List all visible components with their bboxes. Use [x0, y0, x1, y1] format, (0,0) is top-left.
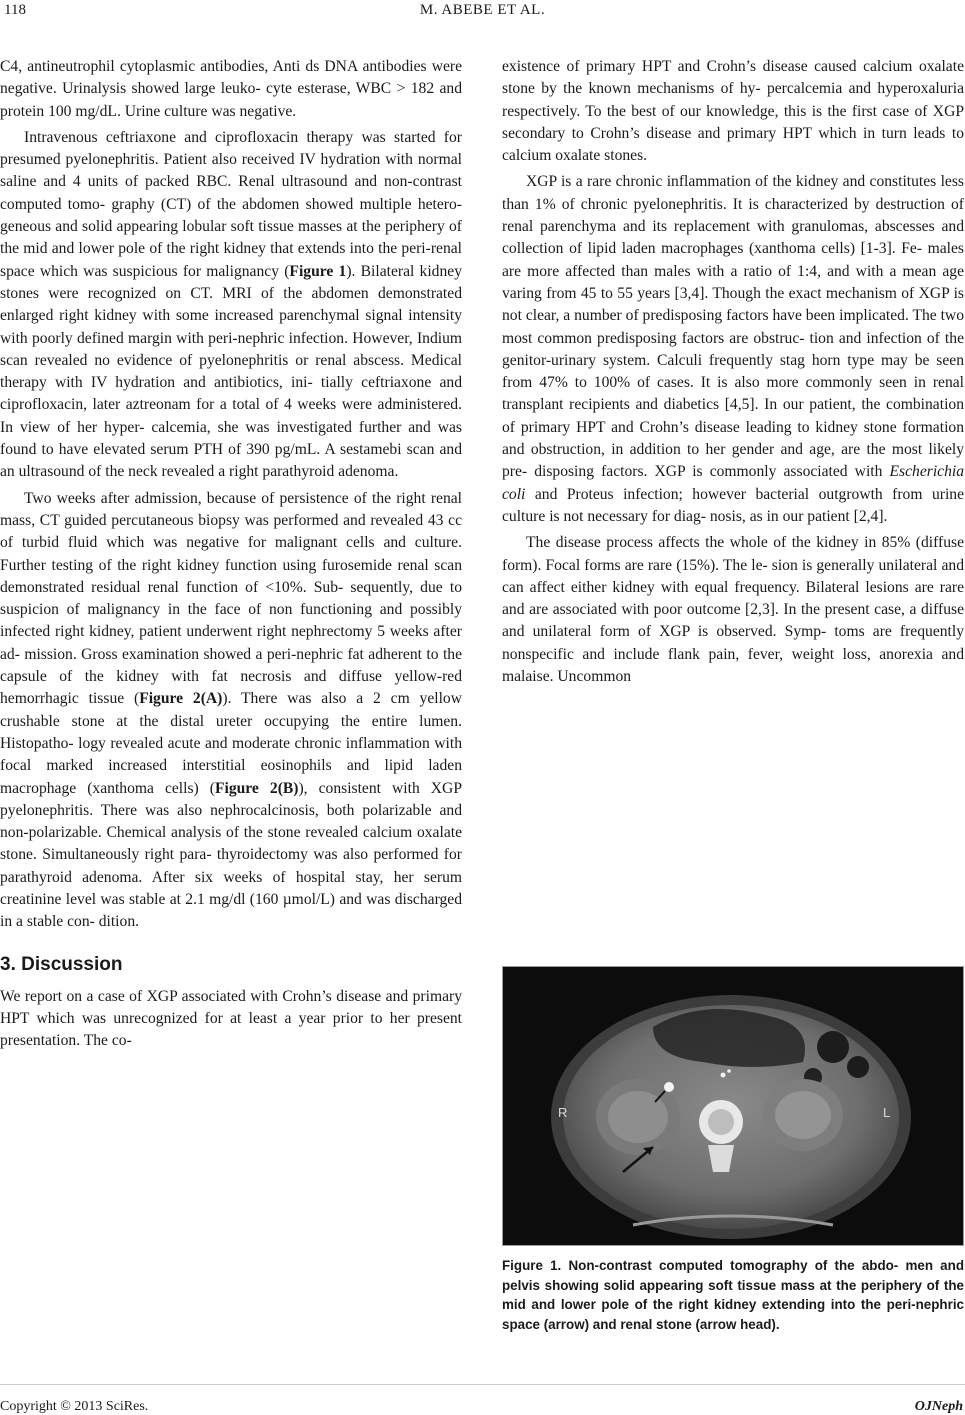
- paragraph: existence of primary HPT and Crohn’s disease caused calcium oxalate stone by the known mechanisms of hy- percalcemia and hyperoxaluria respectively. To the best of our knowledge, this is the first case of XGP secondary to Crohn’s disease and primary HPT which in turn leads to calcium oxalate stones.: [502, 58, 964, 165]
- scan-label-left: L: [883, 1105, 891, 1120]
- figure-caption: Figure 1. Non-contrast computed tomography of the abdo- men and pelvis showing solid appearing soft tissue mass at the periphery of the mid and lower pole of the right kidney extending into the peri-nephric space (arrow) and renal stone (arrow head).: [502, 1258, 964, 1332]
- paragraph: XGP is a rare chronic inflammation of the kidney and constitutes less than 1% of chronic pyelonephritis. It is characterized by destruction of renal parenchyma and its replacement with granulomas, abscesses and collection of lipid laden macrophages (xanthoma cells) [1-3]. Fe- males are more affected than males with a ratio of 1:4, and with a mean age varing from 45 to 55 years [3,4]. Though the exact mechanism of XGP is not clear, a number of predisposing factors have been implicated. The two most common predisposing factors are obstruc- tion and infection of the genitor-urinary system. Calculi frequently stag horn type may be seen from 47% to 100% of cases. It is also more commonly seen in renal transplant recipients and diabetics [4,5]. In our patient, the combination of primary HPT and Crohn’s disease leading to kidney stone formation and obstruction, in addition to her gender and age, are the most likely pre- disposing factors. XGP is commonly associated with Escherichia coli and Proteus infection; however bacterial outgrowth from urine culture is not necessary for diag- nosis, as in our patient [2,4].: [502, 173, 964, 525]
- paragraph: C4, antineutrophil cytoplasmic antibodies, Anti ds DNA antibodies were negative. Urinalysis showed large leuko- cyte esterase, WBC > 182 and protein 100 mg/dL. Urine culture was negative.: [0, 58, 462, 120]
- section-heading: 3. Discussion: [0, 953, 123, 975]
- figure-reference: Figure 1: [289, 262, 347, 280]
- left-column: [0, 56, 462, 1053]
- journal-name: OJNeph: [914, 1399, 963, 1414]
- right-column: [502, 56, 964, 688]
- paragraph: The disease process affects the whole of the kidney in 85% (diffuse form). Focal forms are rare (15%). The le- sion is generally unilateral and can affect either kidney with equal frequency. Bilateral lesions are rare and are associated with poor outcome [2,3]. In the present case, a diffuse and unilateral form of XGP is observed. Symp- toms are frequently nonspecific and include flank pain, fever, weight loss, anorexia and malaise. Uncommon: [502, 534, 964, 686]
- running-head: M. ABEBE ET AL.: [419, 2, 546, 18]
- paragraph: Intravenous ceftriaxone and ciprofloxacin therapy was started for presumed pyelonephritis. Patient also received IV hydration with normal saline and 4 units of packed RBC. Renal ultrasound and non-contrast computed tomo- graphy (CT) of the abdomen showed multiple hetero- geneous and solid appearing lobular soft tissue masses at the periphery of the mid and lower pole of the right kidney that extends into the peri-renal space which was suspicious for malignancy (Figure 1). Bilateral kidney stones were recognized on CT. MRI of the abdomen demonstrated enlarged right kidney with some increased parenchymal signal intensity with poorly defined margin with peri-nephric infection. However, Indium scan revealed no evidence of pyelonephritis or renal abscess. Medical therapy with IV hydration and antibiotics, ini- tially ceftriaxone and ciprofloxacin, later aztreonam for a total of 4 weeks were administered. In view of her hyper- calcemia, she was investigated further and was found to have elevated serum PTH of 390 pg/mL. A sestamebi scan and an ultrasound of the neck revealed a right parathyroid adenoma.: [0, 128, 462, 481]
- figure-reference: Figure 2(A): [139, 690, 223, 708]
- page-header: [0, 0, 965, 28]
- page-number: 118: [4, 2, 26, 18]
- copyright: Copyright © 2013 SciRes.: [0, 1399, 149, 1414]
- ct-scan-image: [503, 967, 963, 1245]
- scan-label-right: R: [558, 1105, 568, 1120]
- ct-scan-figure: [502, 966, 964, 1246]
- italic-term: Escherichia coli: [502, 463, 964, 503]
- paragraph: Two weeks after admission, because of persistence of the right renal mass, CT guided percutaneous biopsy was performed and revealed 43 cc of turbid fluid which was negative for malignant cells and culture. Further testing of the right kidney function using furosemide renal scan demonstrated residual renal function of <10%. Sub- sequently, due to suspicion of malignancy in the face of non functioning and possibly infected right kidney, patient underwent right nephrectomy 5 weeks after ad- mission. Gross examination showed a peri-nephric fat adherent to the capsule of the kidney with fat necrosis and diffuse yellow-red hemorrhagic tissue (Figure 2(A)). There was also a 2 cm yellow crushable stone at the distal ureter occupying the entire lumen. Histopatho- logy revealed acute and moderate chronic inflammation with focal marked increased interstitial eosinophils and lipid laden macrophage (xanthoma cells) (Figure 2(B)), consistent with XGP pyelonephritis. There was also nephrocalcinosis, both polarizable and non-polarizable. Chemical analysis of the stone revealed calcium oxalate stone. Simultaneously right para- thyroidectomy was also performed for parathyroid adenoma. After six weeks of hospital stay, her serum creatinine level was stable at 2.1 mg/dl (160 µmol/L) and was discharged in a stable con- dition.: [0, 489, 462, 931]
- figure-reference: Figure 2(B): [214, 779, 299, 797]
- paragraph: We report on a case of XGP associated with Crohn’s disease and primary HPT which was unrecognized for at least a year prior to her present presentation. The co-: [0, 987, 462, 1050]
- page-footer: [0, 1384, 965, 1415]
